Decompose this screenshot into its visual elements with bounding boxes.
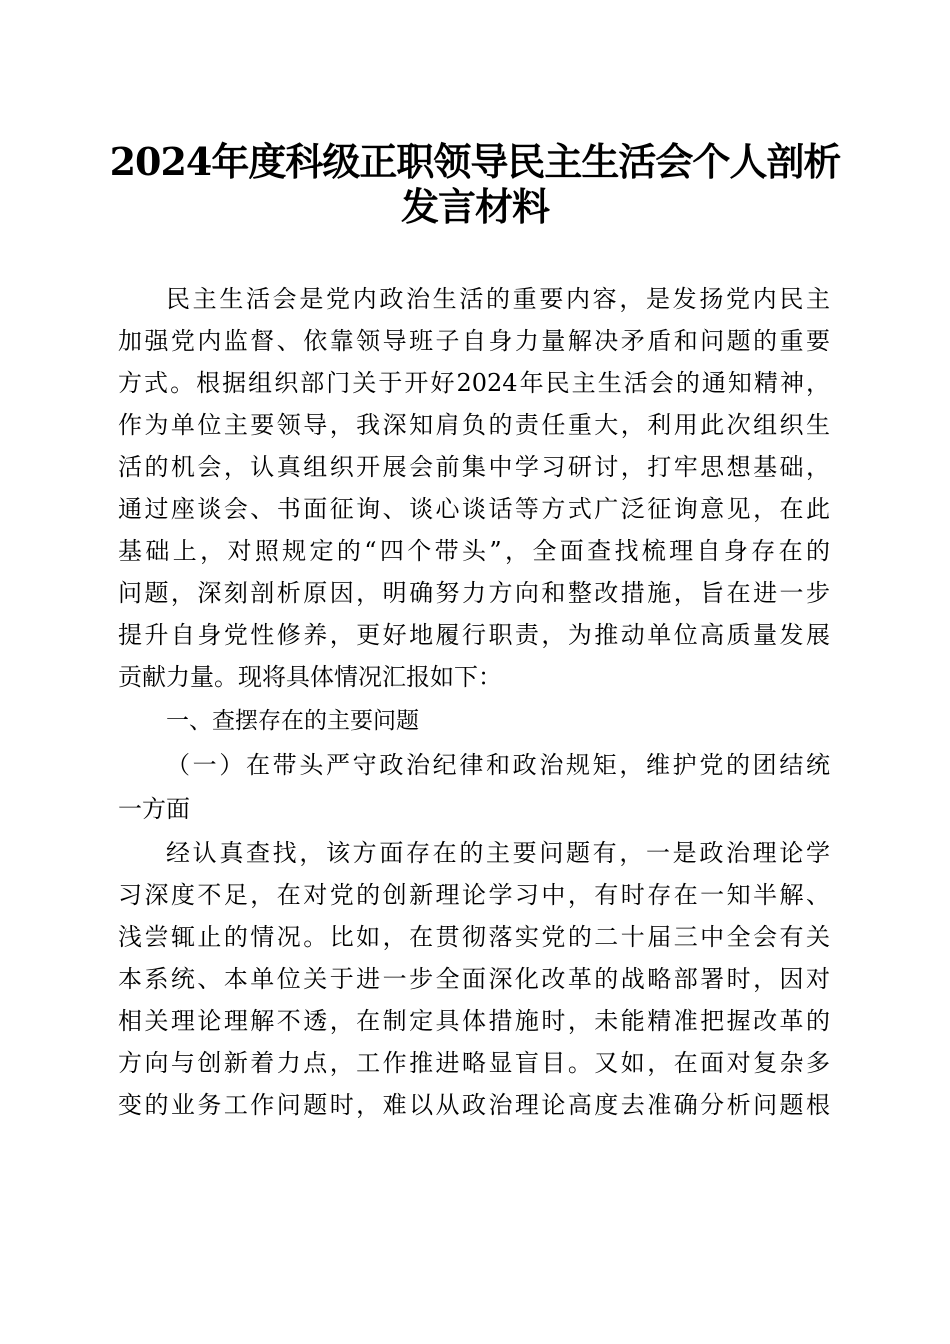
body-paragraph-line: 变的业务工作问题时，难以从政治理论高度去准确分析问题根 bbox=[118, 1091, 830, 1119]
body-paragraph-line: 本系统、本单位关于进一步全面深化改革的战略部署时，因对 bbox=[118, 965, 830, 993]
subsection-heading-line: 一方面 bbox=[118, 795, 190, 823]
intro-paragraph-line: 问题，深刻剖析原因，明确努力方向和整改措施，旨在进一步 bbox=[118, 579, 830, 607]
intro-paragraph-line: 通过座谈会、书面征询、谈心谈话等方式广泛征询意见，在此 bbox=[118, 495, 830, 523]
intro-paragraph-line: 加强党内监督、依靠领导班子自身力量解决矛盾和问题的重要 bbox=[118, 327, 830, 355]
body-paragraph-line: 习深度不足，在对党的创新理论学习中，有时存在一知半解、 bbox=[118, 881, 830, 909]
body-paragraph-line: 浅尝辄止的情况。比如，在贯彻落实党的二十届三中全会有关 bbox=[118, 923, 830, 951]
intro-paragraph-line: 活的机会，认真组织开展会前集中学习研讨，打牢思想基础， bbox=[118, 453, 830, 481]
body-paragraph-line: 经认真查找，该方面存在的主要问题有，一是政治理论学 bbox=[166, 839, 830, 867]
body-paragraph-line: 方向与创新着力点，工作推进略显盲目。又如，在面对复杂多 bbox=[118, 1049, 830, 1077]
intro-paragraph-line: 贡献力量。现将具体情况汇报如下： bbox=[118, 663, 502, 691]
intro-paragraph-line: 方式。根据组织部门关于开好2024年民主生活会的通知精神， bbox=[118, 369, 830, 397]
subsection-heading-line: （一）在带头严守政治纪律和政治规矩，维护党的团结统 bbox=[166, 751, 830, 779]
intro-paragraph-line: 民主生活会是党内政治生活的重要内容，是发扬党内民主 bbox=[166, 285, 830, 313]
intro-paragraph-line: 作为单位主要领导，我深知肩负的责任重大，利用此次组织生 bbox=[118, 411, 830, 439]
body-paragraph-line: 相关理论理解不透，在制定具体措施时，未能精准把握改革的 bbox=[118, 1007, 830, 1035]
intro-paragraph-line: 基础上，对照规定的“四个带头”，全面查找梳理自身存在的 bbox=[118, 537, 830, 565]
section-heading: 一、查摆存在的主要问题 bbox=[166, 708, 419, 734]
document-title-line-2: 发言材料 bbox=[400, 184, 549, 229]
document-title-line-1: 2024年度科级正职领导民主生活会个人剖析 bbox=[109, 139, 841, 184]
intro-paragraph-line: 提升自身党性修养，更好地履行职责，为推动单位高质量发展 bbox=[118, 621, 830, 649]
